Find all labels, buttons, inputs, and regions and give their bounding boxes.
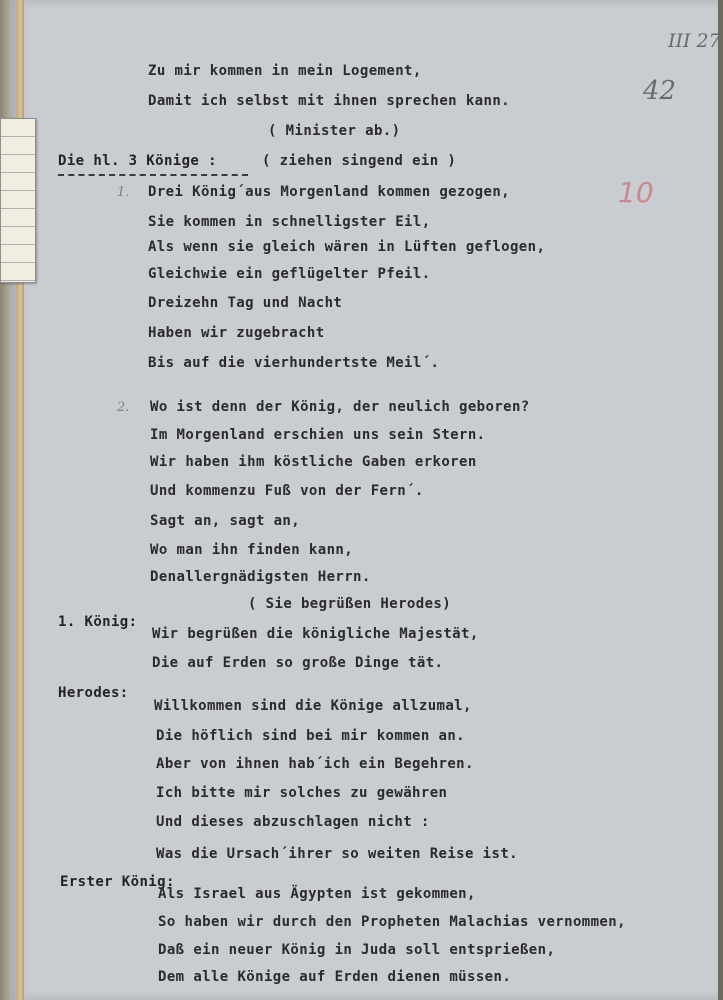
text-line: Dem alle Könige auf Erden dienen müssen. bbox=[158, 969, 512, 985]
archive-page-number: 42 bbox=[643, 76, 677, 106]
text-line: Denallergnädigsten Herrn. bbox=[150, 569, 371, 585]
text-line: Ich bitte mir solches zu gewähren bbox=[156, 785, 448, 801]
text-line: Zu mir kommen in mein Logement, bbox=[148, 63, 422, 79]
verse-number: 2. bbox=[117, 400, 130, 415]
text-line: So haben wir durch den Propheten Malachias vernommen, bbox=[158, 914, 626, 930]
stage-direction: ( Minister ab.) bbox=[268, 123, 401, 139]
text-line: Wir begrüßen die königliche Majestät, bbox=[152, 626, 479, 642]
red-pencil-number: 10 bbox=[618, 176, 654, 209]
text-line: Und dieses abzuschlagen nicht : bbox=[156, 814, 430, 830]
text-line: Wo ist denn der König, der neulich geboren? bbox=[150, 399, 530, 415]
text-line: Wir haben ihm köstliche Gaben erkoren bbox=[150, 454, 477, 470]
text-line: Gleichwie ein geflügelter Pfeil. bbox=[148, 266, 431, 282]
archive-mark-top: III 27 bbox=[668, 30, 721, 52]
text-line: Damit ich selbst mit ihnen sprechen kann. bbox=[148, 93, 510, 109]
text-line: Daß ein neuer König in Juda soll entsprießen, bbox=[158, 942, 556, 958]
speaker-label: Die hl. 3 Könige : bbox=[58, 153, 217, 169]
text-line: Haben wir zugebracht bbox=[148, 325, 325, 341]
text-line: Und kommenzu Fuß von der Fern´. bbox=[150, 483, 424, 499]
verse-number: 1. bbox=[117, 185, 130, 200]
speaker-label: Herodes: bbox=[58, 685, 129, 701]
text-line: Dreizehn Tag und Nacht bbox=[148, 295, 343, 311]
text-line: Sie kommen in schnelligster Eil, bbox=[148, 214, 431, 230]
index-tab bbox=[0, 118, 36, 283]
text-line: Im Morgenland erschien uns sein Stern. bbox=[150, 427, 486, 443]
text-line: Willkommen sind die Könige allzumal, bbox=[154, 698, 472, 714]
speaker-underline bbox=[58, 174, 248, 176]
text-line: Als wenn sie gleich wären in Lüften geflogen, bbox=[148, 239, 546, 255]
speaker-label: Erster König: bbox=[60, 874, 175, 890]
text-line: Bis auf die vierhundertste Meil´. bbox=[148, 355, 440, 371]
text-line: Die auf Erden so große Dinge tät. bbox=[152, 655, 444, 671]
speaker-label: 1. König: bbox=[58, 614, 138, 630]
text-line: Drei König´aus Morgenland kommen gezogen, bbox=[148, 184, 510, 200]
text-line: Was die Ursach´ihrer so weiten Reise ist. bbox=[156, 846, 518, 862]
text-line: Aber von ihnen hab´ich ein Begehren. bbox=[156, 756, 474, 772]
text-line: Sagt an, sagt an, bbox=[150, 513, 301, 529]
stage-direction: ( ziehen singend ein ) bbox=[262, 153, 457, 169]
text-line: Als Israel aus Ägypten ist gekommen, bbox=[158, 886, 476, 902]
text-line: Die höflich sind bei mir kommen an. bbox=[156, 728, 466, 744]
text-line: Wo man ihn finden kann, bbox=[150, 542, 354, 558]
stage-direction: ( Sie begrüßen Herodes) bbox=[248, 596, 452, 612]
